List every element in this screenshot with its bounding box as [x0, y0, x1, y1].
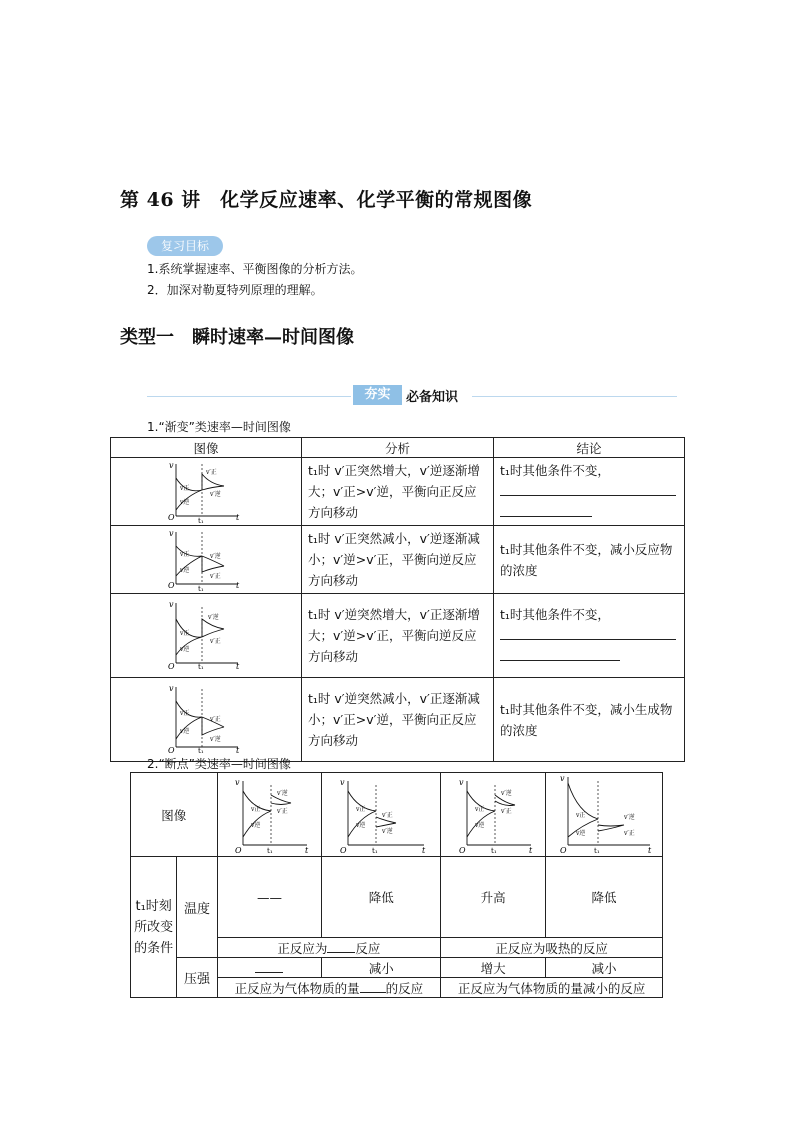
image-label: 图像	[131, 773, 218, 857]
divider-left	[147, 396, 351, 397]
breakpoint-graph	[546, 773, 662, 853]
header-analysis: 分析	[302, 438, 494, 458]
graph-cell	[322, 773, 441, 857]
axis-v: v	[169, 461, 174, 470]
axis-o: O	[168, 581, 175, 590]
review-badge: 复习目标	[147, 236, 223, 256]
temp-note-left	[217, 938, 441, 958]
temp-note-right: 正反应为吸热的反应	[441, 938, 663, 958]
vn2-label: v′逆	[210, 491, 221, 498]
vz2-label: v′正	[210, 638, 221, 645]
axis-t: t	[236, 746, 240, 755]
vn-label: v逆	[180, 646, 190, 653]
axis-o: O	[459, 846, 466, 855]
t1-label: t₁	[198, 663, 204, 671]
vn2-label: v′逆	[382, 828, 394, 835]
vn2-label: v′逆	[624, 814, 635, 821]
note-text: 正反应为	[277, 940, 328, 956]
vz-label: v正	[180, 710, 190, 717]
vz2-label: v′正	[382, 812, 394, 819]
temp-value: 降低	[546, 857, 663, 938]
analysis-cell: t₁时 v′逆突然减小，v′正逐渐减小；v′正>v′逆，平衡向正反应方向移动	[302, 678, 494, 762]
header-conclusion: 结论	[494, 438, 685, 458]
table-row	[111, 678, 685, 762]
rate-graph	[166, 460, 246, 525]
vz-label: v正	[251, 806, 261, 813]
analysis-cell: t₁时 v′正突然增大，v′逆逐渐增大；v′正>v′逆，平衡向正反应方向移动	[302, 458, 494, 526]
vn2-label: v′逆	[210, 736, 221, 743]
conclusion-cell: t₁时其他条件不变，减小生成物的浓度	[494, 678, 685, 762]
table-row	[111, 458, 685, 526]
t1-label: t₁	[594, 847, 600, 855]
axis-t: t	[422, 846, 426, 855]
conclusion-cell: t₁时其他条件不变，减小反应物的浓度	[494, 526, 685, 594]
t1-label: t₁	[198, 747, 204, 755]
fill-blank	[327, 940, 355, 953]
fill-blank	[500, 646, 620, 661]
part1-title: 1.“渐变”类速率—时间图像	[147, 420, 291, 434]
axis-o: O	[560, 846, 567, 855]
temp-value: ——	[217, 857, 322, 938]
breakpoint-table	[130, 772, 663, 998]
graph-cell	[546, 773, 663, 857]
note-text: 正反应为气体物质的量	[234, 980, 360, 996]
vn-label: v逆	[251, 822, 261, 829]
vz2-label: v′正	[624, 830, 635, 837]
temperature-label: 温度	[177, 857, 217, 958]
vz2-label: v′正	[210, 573, 221, 580]
divider-right	[472, 396, 677, 397]
axis-o: O	[168, 662, 175, 671]
part2-title: 2.“断点”类速率—时间图像	[147, 757, 291, 771]
axis-t: t	[236, 662, 240, 671]
vn2-label: v′逆	[501, 790, 512, 797]
review-goal-2: 2．加深对勒夏特列原理的理解。	[147, 283, 323, 297]
temp-value: 降低	[322, 857, 441, 938]
axis-o: O	[340, 846, 347, 855]
vz2-label: v′正	[206, 469, 217, 476]
change-condition-label: t₁时刻所改变的条件	[131, 857, 177, 998]
fill-blank	[500, 481, 676, 496]
t1-label: t₁	[372, 847, 378, 855]
vn-label: v逆	[576, 830, 586, 837]
vz2-label: v′正	[501, 808, 512, 815]
fill-blank	[500, 625, 676, 640]
rate-graph	[166, 683, 246, 753]
pressure-label: 压强	[177, 958, 217, 998]
fill-blank	[255, 960, 283, 973]
pressure-value: 减小	[322, 958, 441, 978]
gradual-change-table	[110, 437, 685, 762]
vn2-label: v′逆	[277, 790, 289, 797]
breakpoint-graph	[445, 773, 541, 853]
graph-cell	[217, 773, 322, 857]
vn-label: v逆	[180, 567, 190, 574]
breakpoint-graph	[221, 773, 317, 853]
rate-graph	[166, 599, 246, 669]
axis-o: O	[168, 513, 175, 522]
section-tag-box: 夯实	[353, 385, 402, 405]
pressure-note-left	[217, 978, 441, 998]
axis-v: v	[169, 600, 174, 609]
vz-label: v正	[180, 630, 190, 637]
rate-graph	[166, 528, 246, 593]
axis-t: t	[236, 513, 240, 522]
fill-blank	[500, 502, 592, 517]
graph-cell	[111, 526, 302, 594]
pressure-value: 增大	[441, 958, 546, 978]
section-tag-text: 必备知识	[406, 390, 459, 405]
graph-cell	[111, 458, 302, 526]
t1-label: t₁	[198, 517, 204, 525]
axis-o: O	[168, 746, 175, 755]
pressure-value	[217, 958, 322, 978]
lecture-title: 第 46 讲 化学反应速率、化学平衡的常规图像	[120, 189, 533, 211]
note-text: 反应	[355, 940, 381, 956]
vz-label: v正	[475, 806, 485, 813]
conclusion-text: t₁时其他条件不变，	[500, 607, 610, 622]
graph-cell	[441, 773, 546, 857]
axis-t: t	[529, 846, 533, 855]
axis-t: t	[236, 581, 240, 590]
header-graph: 图像	[111, 438, 302, 458]
conclusion-cell	[494, 594, 685, 678]
vz-label: v正	[576, 812, 586, 819]
table-row	[111, 526, 685, 594]
review-goal-1: 1.系统掌握速率、平衡图像的分析方法。	[147, 262, 363, 276]
breakpoint-graph	[326, 773, 436, 853]
temp-value: 升高	[441, 857, 546, 938]
axis-v: v	[459, 778, 464, 787]
note-text: 的反应	[385, 980, 424, 996]
vz2-label: v′正	[210, 716, 221, 723]
type1-title: 类型一 瞬时速率—时间图像	[120, 327, 354, 348]
t1-label: t₁	[267, 847, 274, 855]
vz-label: v正	[356, 806, 366, 813]
vn-label: v逆	[180, 499, 190, 506]
fill-blank	[360, 980, 386, 993]
vn2-label: v′逆	[208, 614, 219, 621]
vz-label: v正	[180, 485, 190, 492]
axis-v: v	[169, 684, 174, 693]
pressure-note-right: 正反应为气体物质的量减小的反应	[441, 978, 663, 998]
conclusion-cell	[494, 458, 685, 526]
vz2-label: v′正	[277, 808, 289, 815]
axis-v: v	[235, 778, 241, 787]
graph-cell	[111, 594, 302, 678]
axis-v: v	[560, 774, 565, 783]
axis-t: t	[648, 846, 652, 855]
pressure-value: 减小	[546, 958, 663, 978]
vn-label: v逆	[180, 728, 190, 735]
axis-t: t	[305, 846, 309, 855]
conclusion-text: t₁时其他条件不变，	[500, 463, 610, 478]
axis-v: v	[169, 529, 174, 538]
axis-o: O	[235, 846, 243, 855]
t1-label: t₁	[198, 585, 204, 593]
axis-v: v	[340, 778, 345, 787]
graph-cell	[111, 678, 302, 762]
table-row	[111, 594, 685, 678]
analysis-cell: t₁时 v′逆突然增大，v′正逐渐增大；v′逆>v′正，平衡向逆反应方向移动	[302, 594, 494, 678]
t1-label: t₁	[491, 847, 497, 855]
vz-label: v正	[180, 551, 190, 558]
vn-label: v逆	[356, 822, 366, 829]
vn2-label: v′逆	[210, 553, 221, 560]
analysis-cell: t₁时 v′正突然减小，v′逆逐渐减小；v′逆>v′正，平衡向逆反应方向移动	[302, 526, 494, 594]
vn-label: v逆	[475, 822, 485, 829]
